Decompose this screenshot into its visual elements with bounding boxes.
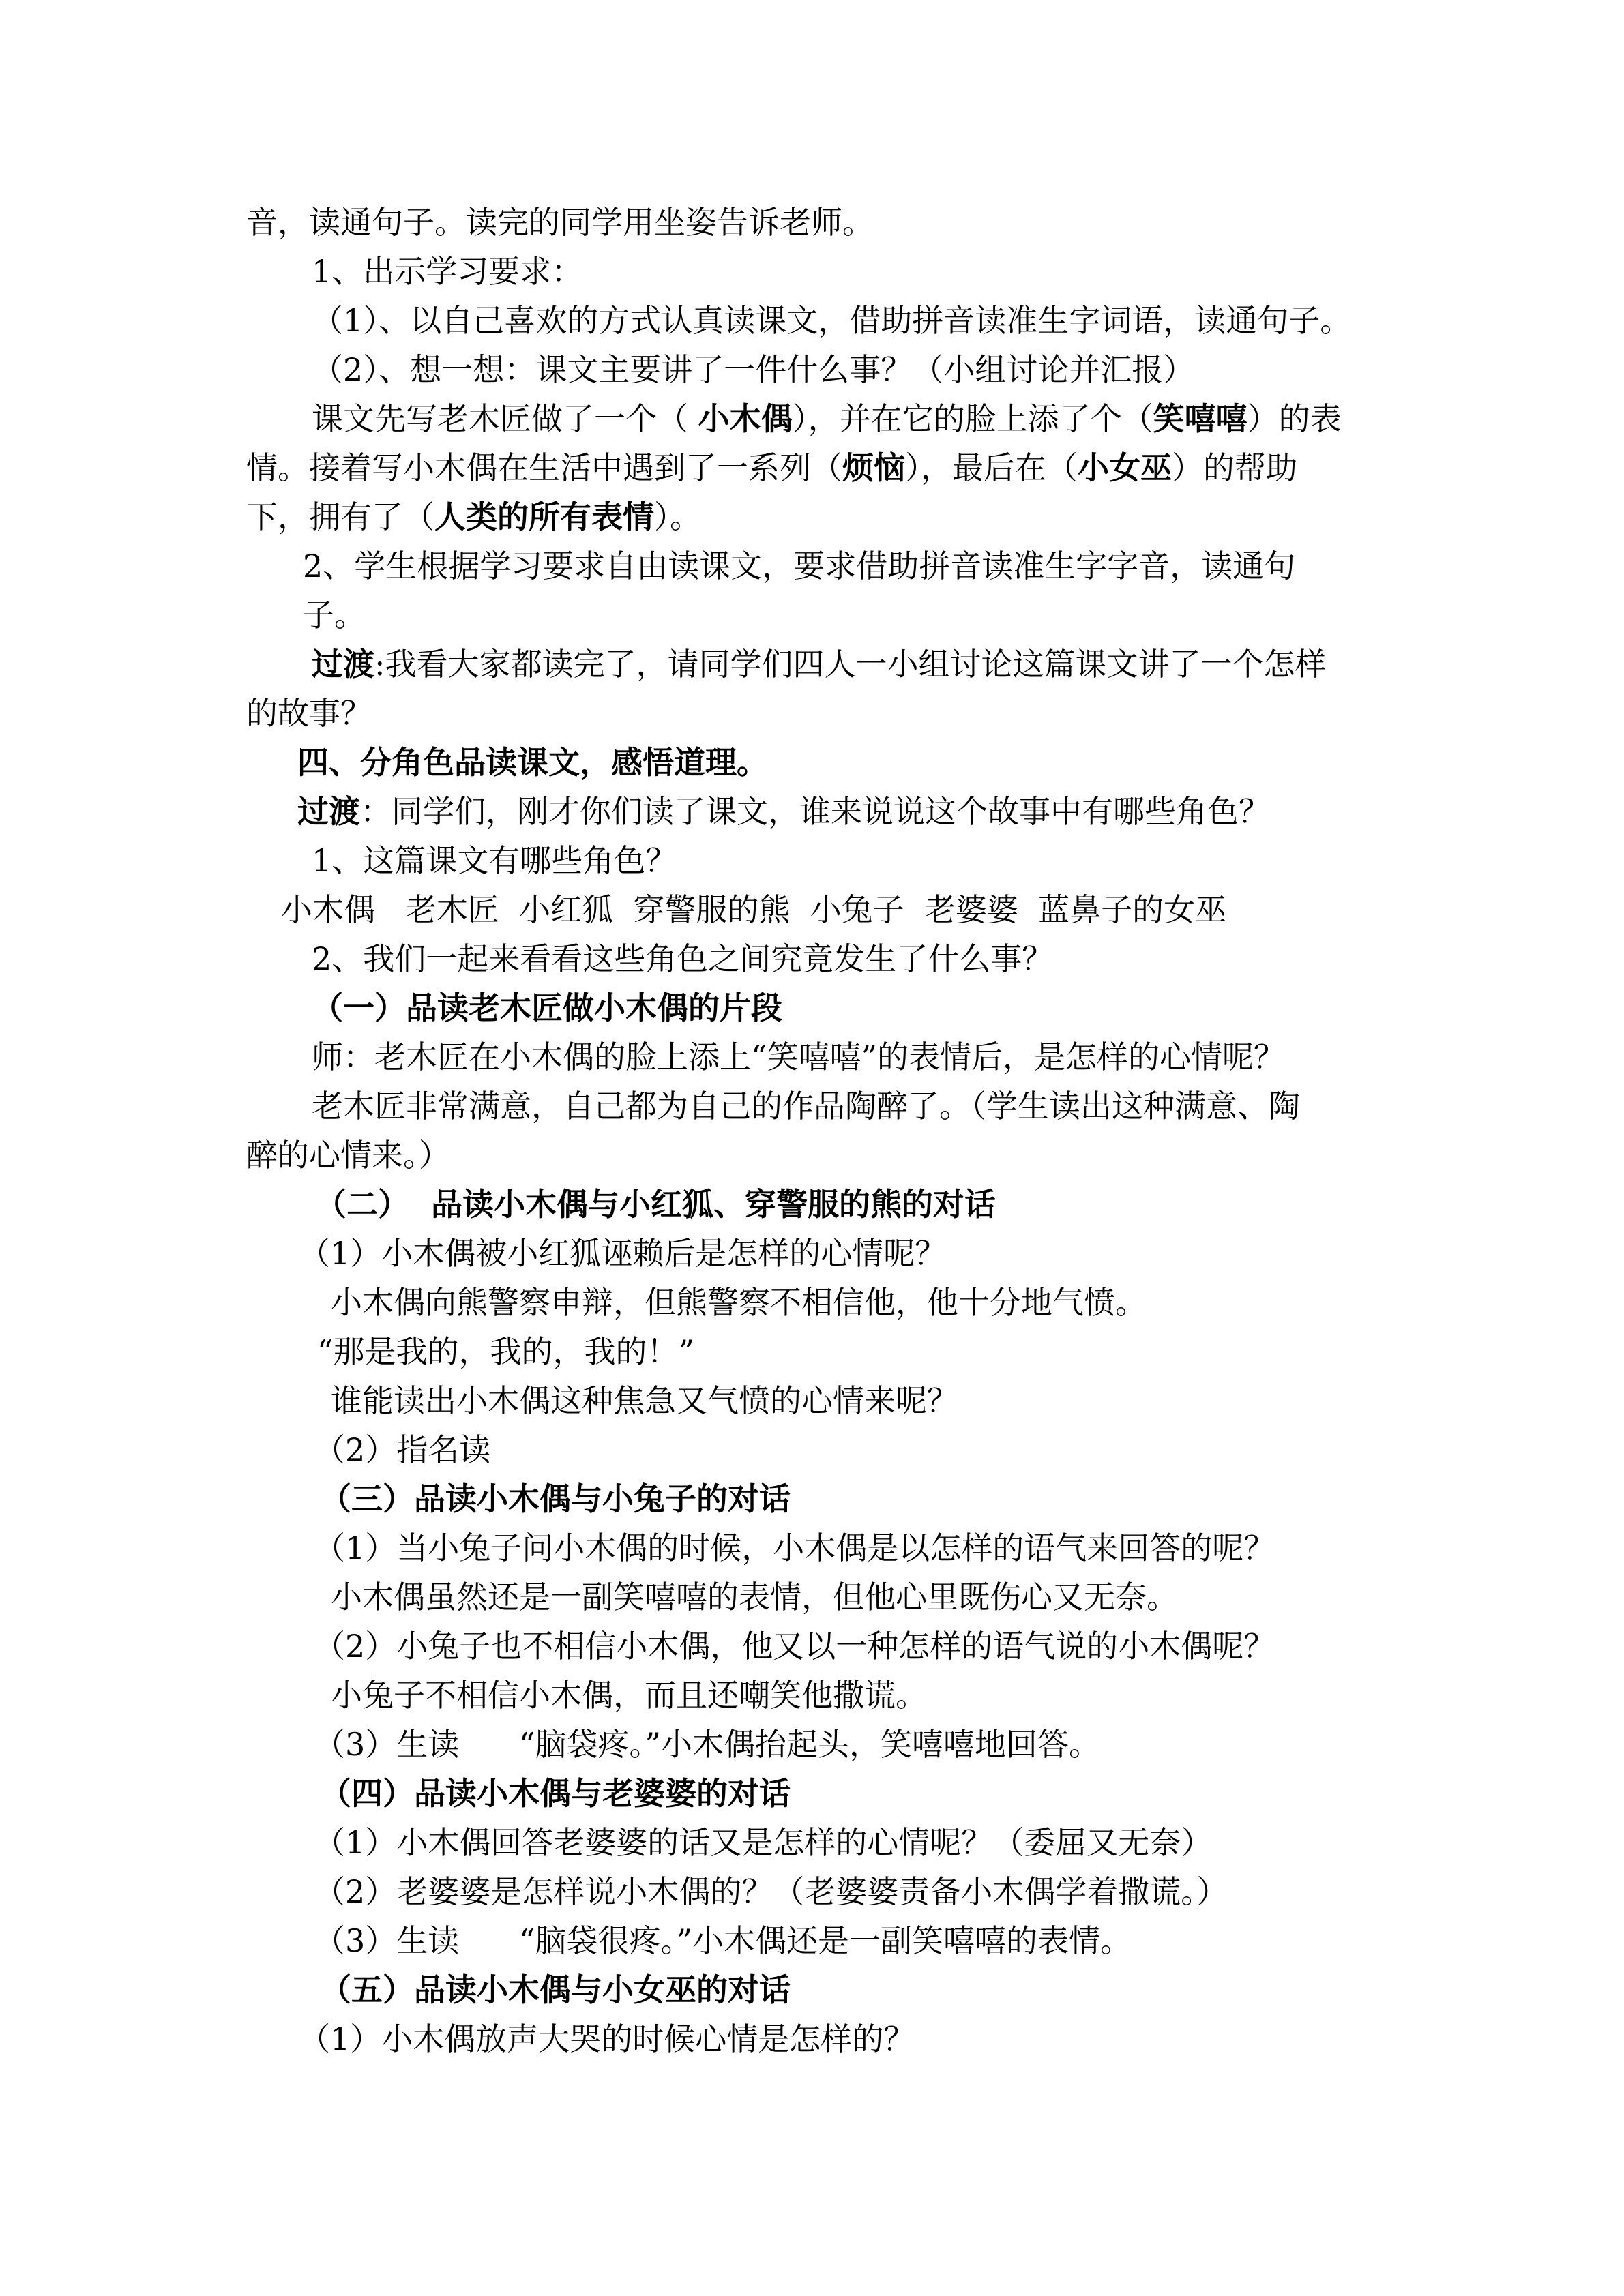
- list-item-line: [314, 1818, 1212, 1867]
- section-heading: [320, 1965, 791, 2014]
- text-segment: （1）、以自己喜欢的方式认真读课文，借助拼音读准生字词语，读通句子。: [312, 302, 1352, 339]
- text-segment: 师：老木匠在小木偶的脸上添上“笑嘻嘻”的表情后，是怎样的心情呢？: [312, 1039, 1286, 1075]
- body-text-line: [312, 394, 1342, 443]
- text-segment: 小木偶 老木匠 小红狐 穿警服的熊 小兔子 老婆婆 蓝鼻子的女巫: [281, 891, 1227, 928]
- list-item-line: [314, 1622, 1275, 1671]
- body-text-line: [331, 1376, 958, 1425]
- text-segment: 下，拥有了（: [246, 498, 434, 535]
- section-heading: [320, 1769, 791, 1818]
- text-segment: （2）老婆婆是怎样说小木偶的？（老婆婆责备小木偶学着撒谎。）: [314, 1873, 1228, 1910]
- text-segment: （3）生读 “脑袋疼。”小木偶抬起头，笑嘻嘻地回答。: [314, 1726, 1101, 1763]
- list-item-line: [312, 296, 1351, 345]
- body-text-line: [246, 689, 372, 738]
- body-text-line: [331, 1572, 1178, 1622]
- text-segment: 醉的心情来。）: [246, 1137, 450, 1174]
- list-item-line: [314, 1867, 1228, 1916]
- body-text-line: [331, 1671, 927, 1720]
- list-item-line: [314, 1425, 490, 1474]
- heading-text: （五）品读小木偶与小女巫的对话: [320, 1971, 791, 2008]
- text-segment: 2、学生根据学习要求自由读课文，要求借助拼音读准生字字音，读通句: [303, 548, 1296, 584]
- text-segment: （2）小兔子也不相信小木偶，他又以一种怎样的语气说的小木偶呢？: [314, 1628, 1275, 1665]
- text-segment: 2、我们一起来看看这些角色之间究竟发生了什么事？: [312, 940, 1054, 977]
- body-text-line: [331, 1278, 1147, 1327]
- heading-text: （二） 品读小木偶与小红狐、穿警服的熊的对话: [315, 1186, 996, 1223]
- text-segment: （1）小木偶被小红狐诬赖后是怎样的心情呢？: [299, 1235, 947, 1272]
- list-item-line: [314, 1916, 1132, 1965]
- body-text-line: [246, 1131, 450, 1180]
- emphasis-text: 烦恼: [842, 449, 905, 486]
- text-segment: 小木偶虽然还是一副笑嘻嘻的表情，但他心里既伤心又无奈。: [331, 1579, 1178, 1615]
- text-segment: 1、这篇课文有哪些角色？: [312, 842, 677, 879]
- transition-label: 过渡: [297, 793, 360, 830]
- text-segment: （3）生读 “脑袋很疼。”小木偶还是一副笑嘻嘻的表情。: [314, 1922, 1132, 1959]
- body-text-line: [297, 787, 1270, 836]
- text-segment: 小兔子不相信小木偶，而且还嘲笑他撒谎。: [331, 1677, 927, 1714]
- text-segment: （2）指名读: [314, 1431, 491, 1468]
- text-segment: 谁能读出小木偶这种焦急又气愤的心情来呢？: [331, 1382, 958, 1419]
- text-segment: （1）当小兔子问小木偶的时候，小木偶是以怎样的语气来回答的呢？: [314, 1530, 1275, 1566]
- list-item-line: [312, 247, 582, 296]
- text-segment: ：同学们，刚才你们读了课文，谁来说说这个故事中有哪些角色？: [360, 793, 1270, 830]
- text-segment: 小木偶向熊警察申辩，但熊警察不相信他，他十分地气愤。: [331, 1284, 1147, 1321]
- text-segment: ），并在它的脸上添了个（: [792, 400, 1153, 437]
- heading-text: （一）品读老木匠做小木偶的片段: [312, 989, 782, 1026]
- text-segment: 课文先写老木匠做了一个（: [312, 400, 698, 437]
- body-text-line: [312, 1032, 1285, 1082]
- list-item-line: [299, 2014, 915, 2063]
- section-heading: [315, 1180, 996, 1229]
- heading-text: （四）品读小木偶与老婆婆的对话: [320, 1775, 791, 1812]
- text-segment: ）的帮助: [1172, 449, 1297, 486]
- character-list: [281, 885, 1226, 934]
- list-item-line: [312, 345, 1194, 394]
- quote-line: [317, 1327, 694, 1376]
- text-segment: ）。: [654, 498, 701, 535]
- emphasis-text: 人类的所有表情: [434, 498, 654, 535]
- text-segment: 音，读通句子。读完的同学用坐姿告诉老师。: [246, 204, 874, 241]
- emphasis-text: 小女巫: [1078, 449, 1172, 486]
- text-segment: :我看大家都读完了，请同学们四人一小组讨论这篇课文讲了一个怎样: [374, 646, 1327, 683]
- body-text-line: [312, 640, 1327, 689]
- text-segment: “那是我的，我的，我的！”: [317, 1333, 695, 1370]
- text-segment: （1）小木偶回答老婆婆的话又是怎样的心情呢？（委屈又无奈）: [314, 1824, 1213, 1861]
- list-item-line: [312, 836, 677, 885]
- text-segment: 的故事？: [246, 695, 372, 732]
- body-text-line: [246, 492, 701, 541]
- section-heading: [297, 738, 768, 787]
- list-item-line: [303, 541, 1295, 591]
- body-text-line: [312, 1082, 1300, 1131]
- body-text-line: [303, 591, 366, 640]
- list-item-line: [299, 1229, 946, 1278]
- heading-text: 四、分角色品读课文，感悟道理。: [297, 744, 768, 781]
- section-heading: [320, 1474, 791, 1523]
- text-segment: 情。接着写小木偶在生活中遇到了一系列（: [246, 449, 842, 486]
- section-heading: [312, 983, 782, 1032]
- text-segment: 1、出示学习要求：: [312, 253, 583, 290]
- body-text-line: [246, 198, 874, 247]
- heading-text: （三）品读小木偶与小兔子的对话: [320, 1480, 791, 1517]
- list-item-line: [314, 1523, 1275, 1572]
- text-segment: ）的表: [1247, 400, 1342, 437]
- text-segment: ），最后在（: [905, 449, 1078, 486]
- text-segment: 子。: [303, 597, 366, 633]
- transition-label: 过渡: [312, 646, 374, 683]
- body-text-line: [246, 443, 1297, 492]
- list-item-line: [312, 934, 1053, 983]
- emphasis-text: 小木偶: [698, 400, 793, 437]
- emphasis-text: 笑嘻嘻: [1153, 400, 1247, 437]
- text-segment: （2）、想一想：课文主要讲了一件什么事？（小组讨论并汇报）: [312, 351, 1195, 388]
- text-segment: （1）小木偶放声大哭的时候心情是怎样的？: [299, 2021, 915, 2057]
- text-segment: 老木匠非常满意，自己都为自己的作品陶醉了。（学生读出这种满意、陶: [312, 1088, 1300, 1124]
- list-item-line: [314, 1720, 1100, 1769]
